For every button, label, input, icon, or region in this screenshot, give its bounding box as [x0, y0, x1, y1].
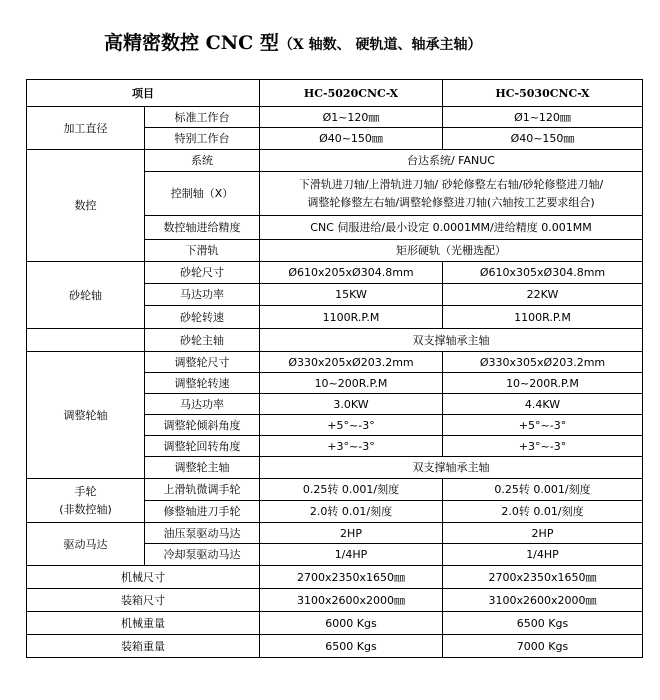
cell-value: 15KW — [260, 284, 443, 306]
table-row — [27, 635, 643, 658]
cell-value: 矩形硬轨（光栅选配） — [260, 240, 643, 262]
cell-value: 2HP — [260, 523, 443, 544]
cell-value: Ø610x305xØ304.8mm — [443, 262, 643, 284]
row-label: 调整轮尺寸 — [145, 352, 260, 373]
table-row — [27, 352, 643, 373]
cell-value: Ø1~120㎜ — [260, 107, 443, 128]
row-label: 装箱尺寸 — [27, 589, 260, 612]
axis-text-line-2: 调整轮修整左右轴/调整轮修整进刀轴(六轴按工艺要求组合) — [307, 195, 595, 209]
group-label — [27, 329, 145, 352]
cell-value: Ø330x305xØ203.2mm — [443, 352, 643, 373]
header-model-b: HC-5030CNC-X — [443, 80, 643, 107]
cell-value: 6500 Kgs — [260, 635, 443, 658]
cell-value: 1/4HP — [260, 544, 443, 566]
header-item: 项目 — [27, 80, 260, 107]
title-main: 高精密数控 CNC 型 — [104, 32, 279, 54]
row-label: 砂轮转速 — [145, 306, 260, 329]
cell-value: +5°~-3° — [260, 415, 443, 436]
group-label: 调整轮轴 — [27, 352, 145, 479]
cell-value: Ø330x205xØ203.2mm — [260, 352, 443, 373]
row-label: 标准工作台 — [145, 107, 260, 128]
group-label: 加工直径 — [27, 107, 145, 150]
cell-value: 台达系统/ FANUC — [260, 150, 643, 172]
cell-value: 3.0KW — [260, 394, 443, 415]
cell-value: 4.4KW — [443, 394, 643, 415]
page-title — [104, 28, 481, 55]
cell-value: Ø610x205xØ304.8mm — [260, 262, 443, 284]
cell-value: 1100R.P.M — [443, 306, 643, 329]
cell-value: 3100x2600x2000㎜ — [443, 589, 643, 612]
cell-value: 0.25转 0.001/刻度 — [443, 479, 643, 501]
row-label: 调整轮倾斜角度 — [145, 415, 260, 436]
cell-value: 2HP — [443, 523, 643, 544]
cell-value: +3°~-3° — [443, 436, 643, 457]
row-label: 冷却泵驱动马达 — [145, 544, 260, 566]
cell-value: 2.0转 0.01/刻度 — [260, 501, 443, 523]
row-label: 机械尺寸 — [27, 566, 260, 589]
cell-value: 1100R.P.M — [260, 306, 443, 329]
table-row — [27, 329, 643, 352]
cell-value: +5°~-3° — [443, 415, 643, 436]
table-row — [27, 589, 643, 612]
header-model-a: HC-5020CNC-X — [260, 80, 443, 107]
cell-value: 7000 Kgs — [443, 635, 643, 658]
row-label: 砂轮尺寸 — [145, 262, 260, 284]
table-row — [27, 612, 643, 635]
title-subtitle: （X 轴数、 硬轨道、轴承主轴） — [278, 37, 482, 53]
row-label: 数控轴进给精度 — [145, 216, 260, 240]
cell-value — [260, 172, 643, 216]
cell-value: 2.0转 0.01/刻度 — [443, 501, 643, 523]
row-label: 控制轴（X） — [145, 172, 260, 216]
cell-value: 2700x2350x1650㎜ — [260, 566, 443, 589]
row-label: 上滑轨微调手轮 — [145, 479, 260, 501]
table-row — [27, 150, 643, 172]
hand-group-line-1: 手轮 — [74, 484, 97, 498]
row-label: 系统 — [145, 150, 260, 172]
group-label — [27, 479, 145, 523]
cell-value: CNC 伺服进给/最小设定 0.0001MM/进给精度 0.001MM — [260, 216, 643, 240]
hand-group-line-2: (非数控轴) — [59, 502, 112, 516]
row-label: 砂轮主轴 — [145, 329, 260, 352]
cell-value: 双支撑轴承主轴 — [260, 457, 643, 479]
row-label: 调整轮回转角度 — [145, 436, 260, 457]
cell-value: 1/4HP — [443, 544, 643, 566]
cell-value: Ø40~150㎜ — [443, 128, 643, 150]
axis-text-line-1: 下滑轨进刀轴/上滑轨进刀轴/ 砂轮修整左右轴/砂轮修整进刀轴/ — [298, 177, 604, 191]
group-label: 砂轮轴 — [27, 262, 145, 329]
group-label: 驱动马达 — [27, 523, 145, 566]
row-label: 调整轮转速 — [145, 373, 260, 394]
row-label: 下滑轨 — [145, 240, 260, 262]
row-label: 油压泵驱动马达 — [145, 523, 260, 544]
table-row — [27, 566, 643, 589]
row-label: 机械重量 — [27, 612, 260, 635]
cell-value: 3100x2600x2000㎜ — [260, 589, 443, 612]
cell-value: 0.25转 0.001/刻度 — [260, 479, 443, 501]
cell-value: 22KW — [443, 284, 643, 306]
row-label: 装箱重量 — [27, 635, 260, 658]
group-label: 数控 — [27, 150, 145, 262]
row-label: 马达功率 — [145, 284, 260, 306]
cell-value: 2700x2350x1650㎜ — [443, 566, 643, 589]
spec-table — [26, 79, 643, 658]
table-header-row — [27, 80, 643, 107]
row-label: 调整轮主轴 — [145, 457, 260, 479]
cell-value: +3°~-3° — [260, 436, 443, 457]
cell-value: 双支撑轴承主轴 — [260, 329, 643, 352]
table-row — [27, 523, 643, 544]
table-row — [27, 262, 643, 284]
cell-value: Ø1~120㎜ — [443, 107, 643, 128]
cell-value: Ø40~150㎜ — [260, 128, 443, 150]
row-label: 修整轴进刀手轮 — [145, 501, 260, 523]
table-row — [27, 479, 643, 501]
cell-value: 10~200R.P.M — [260, 373, 443, 394]
cell-value: 10~200R.P.M — [443, 373, 643, 394]
cell-value: 6000 Kgs — [260, 612, 443, 635]
row-label: 特别工作台 — [145, 128, 260, 150]
cell-value: 6500 Kgs — [443, 612, 643, 635]
table-row — [27, 107, 643, 128]
row-label: 马达功率 — [145, 394, 260, 415]
